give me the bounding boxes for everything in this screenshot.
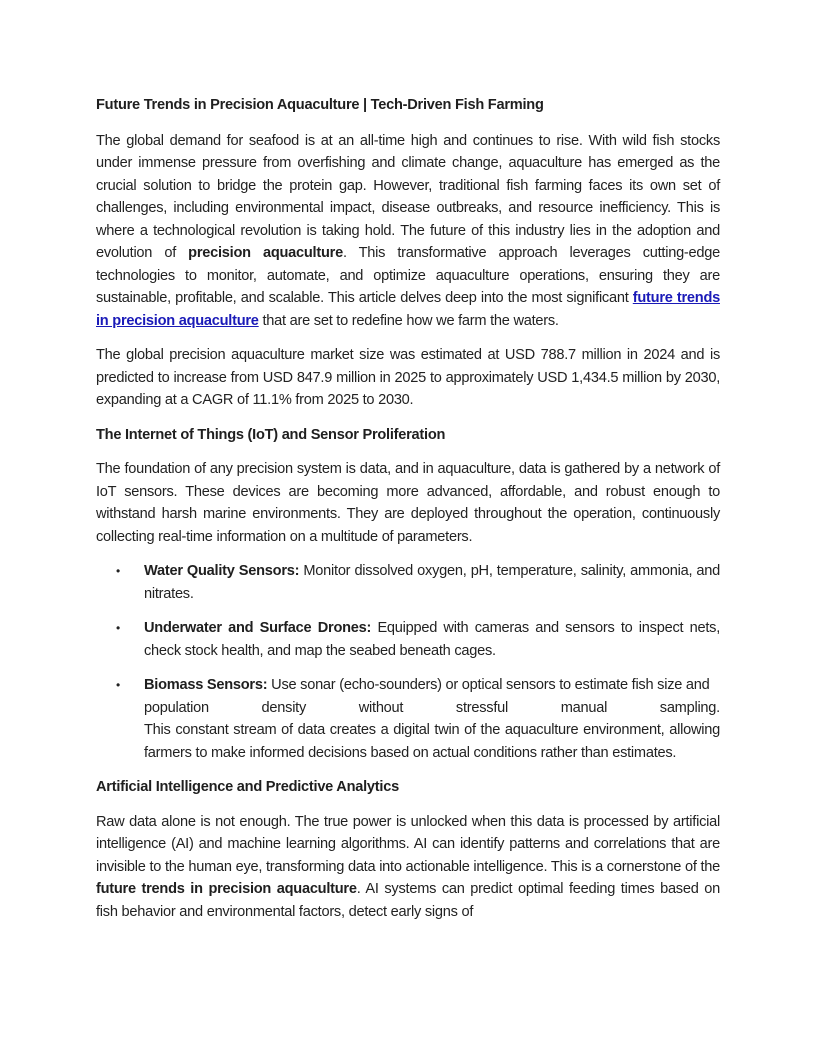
document-page: [96, 94, 720, 935]
word: without: [358, 699, 404, 716]
word: population: [144, 699, 209, 716]
list-item-text: Monitor dissolved oxygen, pH, temperature, salinity, ammonia, and nitrates.: [144, 563, 720, 602]
bullet-icon: •: [116, 621, 120, 635]
intro-text-1: The global demand for seafood is at an all-time high and continues to rise. With wild fish stocks under immense pressure from overfishing and climate change, aquaculture has emerged as the crucial solution to bridge the protein gap. However, traditional fish farming faces its own set of challenges, including environmental impact, disease outbreaks, and resource inefficiency. This is where a technological revolution is taking hold. The future of this industry lies in the adoption and evolution of: [96, 132, 720, 261]
ai-paragraph: [96, 811, 720, 924]
bullet-icon: •: [116, 564, 120, 578]
list-item-label: Water Quality Sensors:: [144, 563, 300, 579]
intro-bold-term: precision aquaculture: [188, 245, 343, 261]
word: density: [261, 699, 307, 716]
list-item: [96, 617, 720, 662]
list-item-label: Underwater and Surface Drones:: [144, 620, 372, 636]
list-item-text: Equipped with cameras and sensors to inspect nets, check stock health, and map the seabed beneath cages.: [144, 620, 720, 659]
list-item: [96, 674, 720, 764]
list-item-continuation: This constant stream of data creates a digital twin of the aquaculture environment, allowing farmers to make informed decisions based on actual conditions rather than estimates.: [144, 722, 720, 761]
future-trends-link[interactable]: future trends in precision aquaculture: [96, 290, 720, 329]
intro-text-2: . This transformative approach leverages cutting-edge technologies to monitor, automate, and optimize aquaculture operations, ensuring they are sustainable, profitable, and scalable. This article delves deep into the most significant: [96, 245, 721, 306]
sensor-list: [96, 560, 720, 764]
intro-text-3: that are set to redefine how we farm the waters.: [258, 312, 559, 329]
iot-paragraph: The foundation of any precision system is data, and in aquaculture, data is gathered by a network of IoT sensors. These devices are becoming more advanced, affordable, and robust enough to withstand harsh marine environments. They are deployed throughout the operation, continuously collecting real-time information on a multitude of parameters.: [96, 461, 720, 545]
market-paragraph: The global precision aquaculture market size was estimated at USD 788.7 million in 2024 and is predicted to increase from USD 847.9 million in 2025 to approximately USD 1,434.5 million by 2030, expanding at a CAGR of 11.1% from 2025 to 2030.: [96, 347, 720, 408]
list-item-label: Biomass Sensors:: [144, 677, 268, 693]
list-item-text: Use sonar (echo-sounders) or optical sensors to estimate fish size and: [267, 677, 710, 693]
list-item: [96, 560, 720, 605]
ai-bold-term: future trends in precision aquaculture: [96, 881, 357, 897]
document-title: Future Trends in Precision Aquaculture | Tech-Driven Fish Farming: [96, 97, 544, 113]
section-heading-iot: The Internet of Things (IoT) and Sensor Proliferation: [96, 426, 446, 443]
word: sampling.: [659, 699, 720, 716]
intro-paragraph: [96, 130, 720, 333]
ai-text-2: . AI systems can predict optimal feeding times based on fish behavior and environmental factors, detect early signs of: [96, 881, 720, 920]
ai-text-1: Raw data alone is not enough. The true power is unlocked when this data is processed by artificial intelligence (AI) and machine learning algorithms. AI can identify patterns and correlations that are invisible to the human eye, transforming data into actionable intelligence. This is a cornerstone of the: [96, 813, 720, 875]
word: manual: [560, 699, 608, 716]
section-heading-ai: Artificial Intelligence and Predictive Analytics: [96, 779, 399, 795]
spread-line: [144, 697, 720, 720]
bullet-icon: •: [116, 678, 120, 692]
word: stressful: [455, 699, 509, 716]
